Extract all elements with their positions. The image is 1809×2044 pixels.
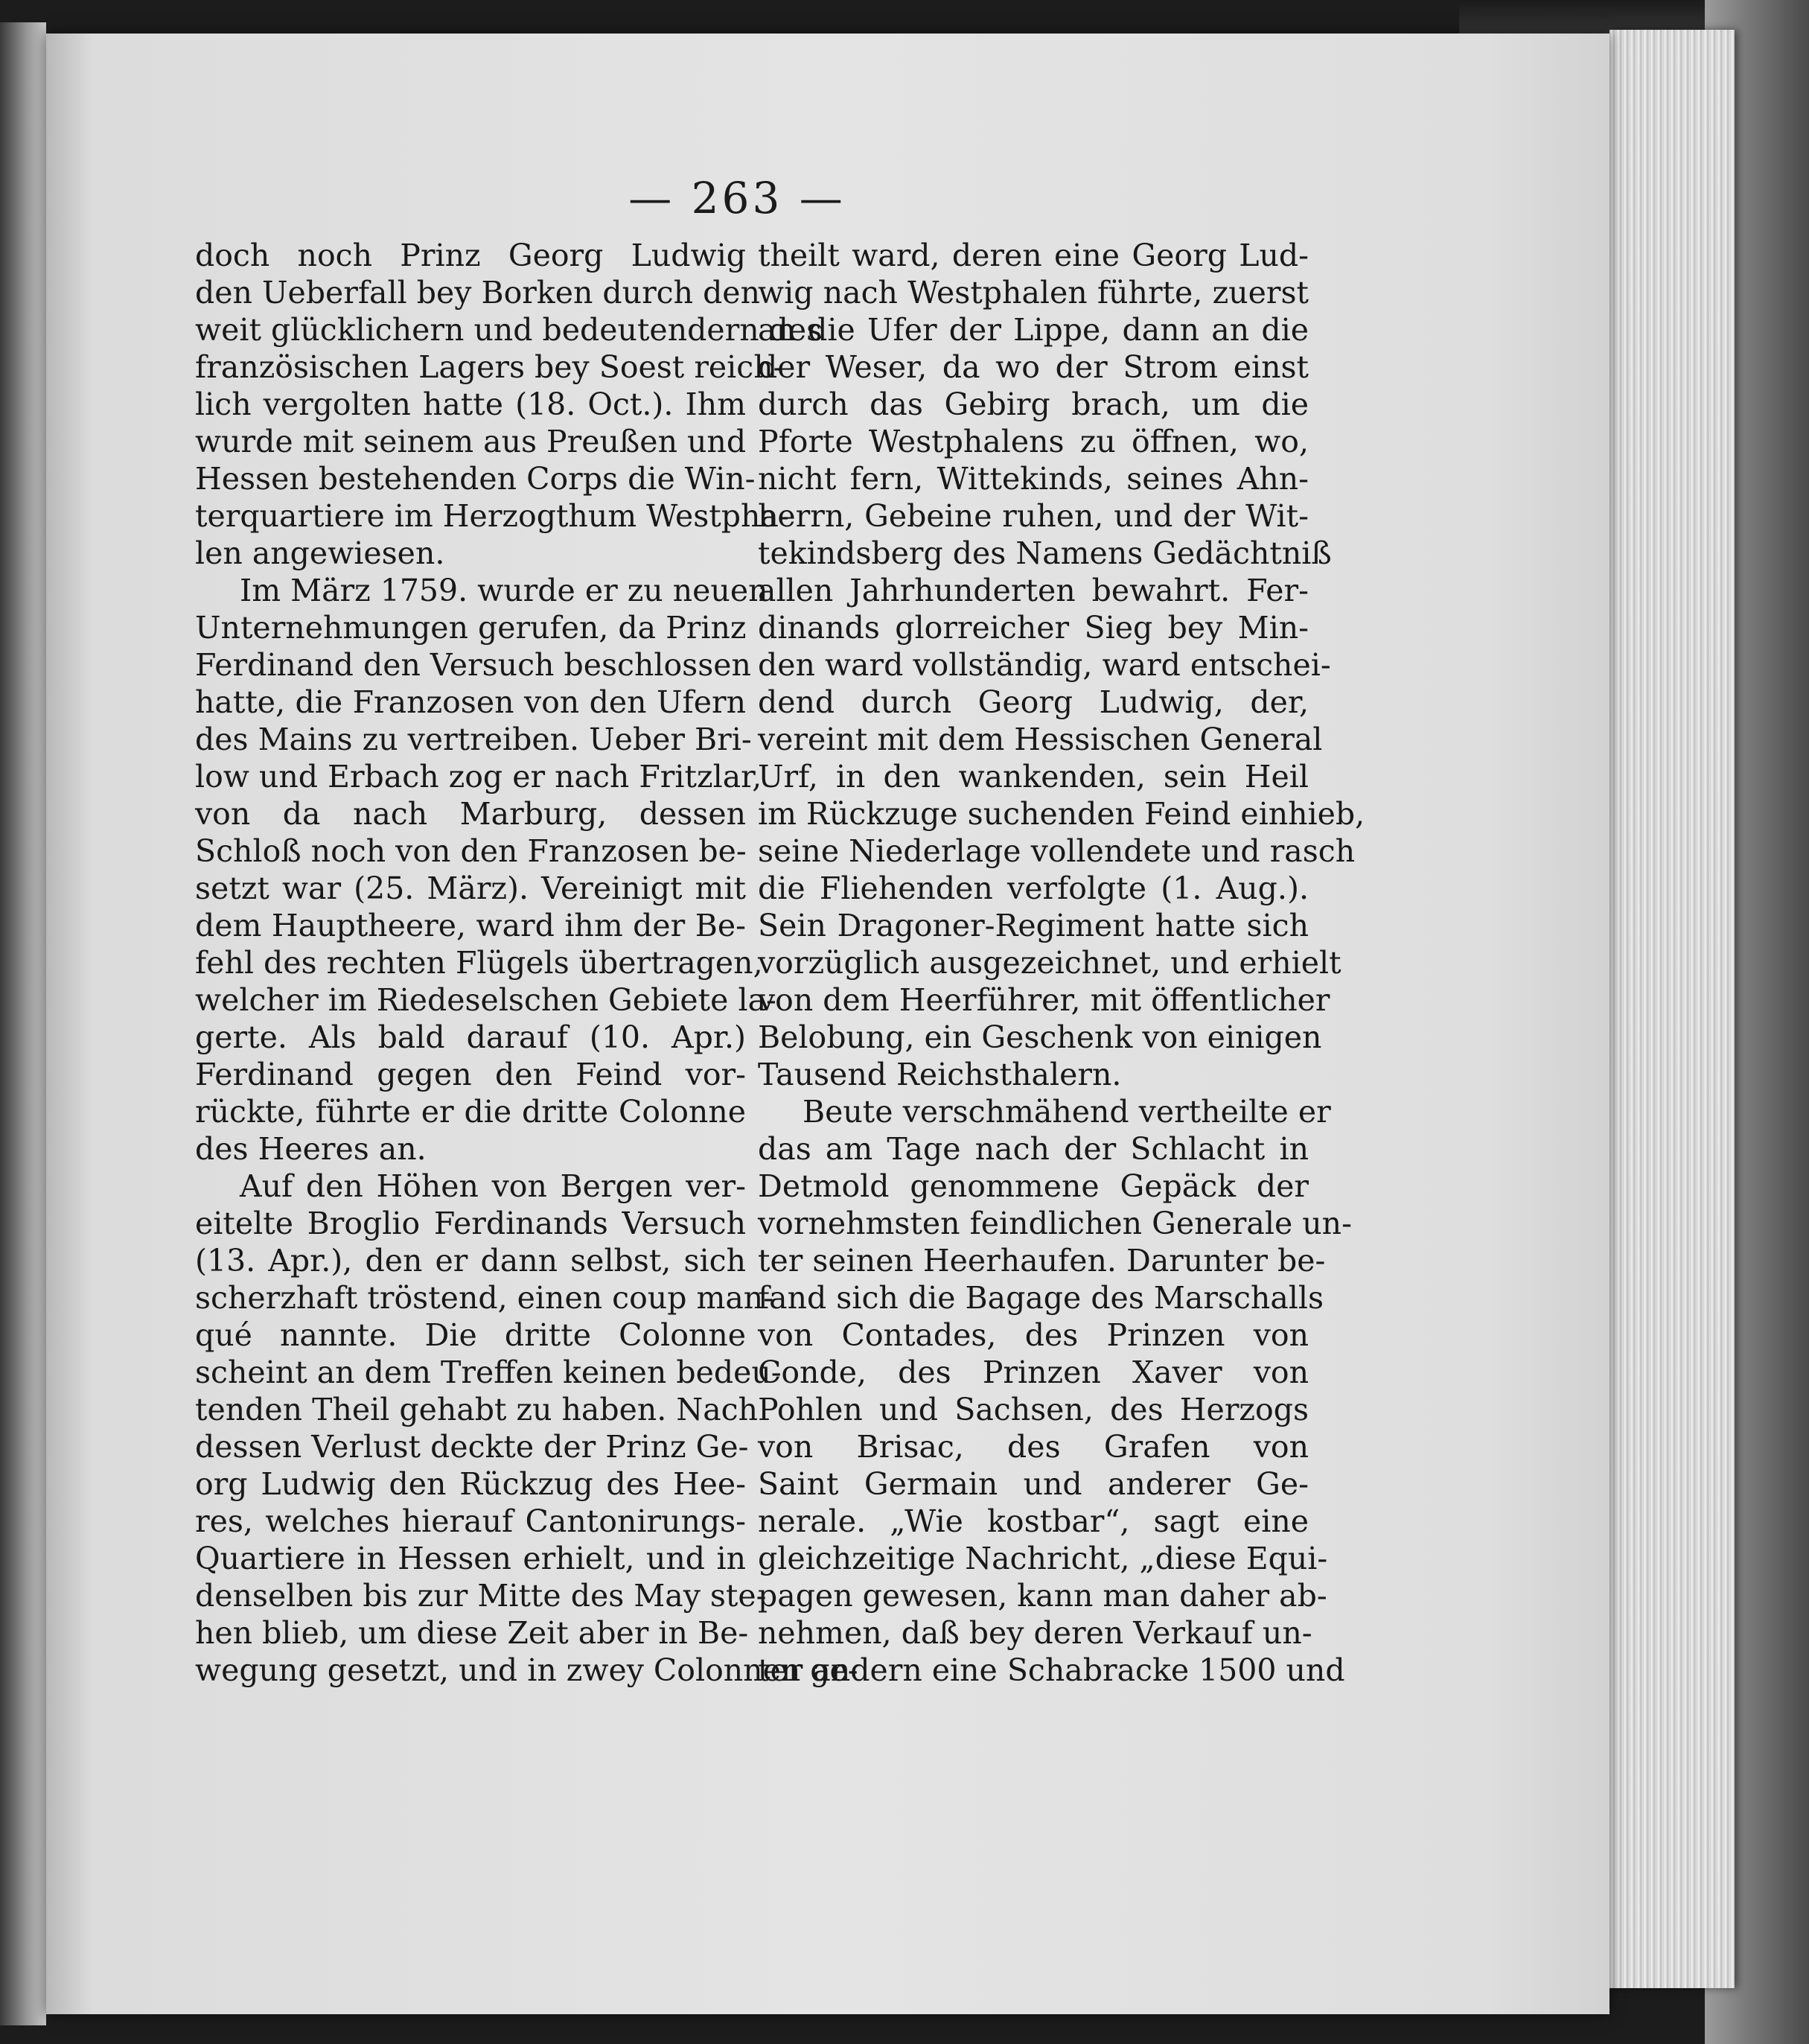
text-line: denselben bis zur Mitte des May ste- — [195, 1578, 767, 1614]
text-line: ter seinen Heerhaufen. Darunter be- — [758, 1243, 1326, 1279]
text-line: wig nach Westphalen führte, zuerst — [758, 275, 1309, 311]
text-line: allen Jahrhunderten bewahrt. Fer- — [758, 573, 1309, 608]
text-line: den Ueberfall bey Borken durch den — [195, 275, 760, 311]
text-line: Ferdinand gegen den Feind vor- — [195, 1057, 746, 1092]
text-line: qué nannte. Die dritte Colonne — [195, 1317, 746, 1353]
text-line: im Rückzuge suchenden Feind einhieb, — [758, 796, 1365, 832]
text-line: von Contades, des Prinzen von — [758, 1317, 1309, 1353]
text-line: wegung gesetzt, und in zwey Colonnen ge- — [195, 1652, 858, 1688]
text-line: lich vergolten hatte (18. Oct.). Ihm — [195, 386, 746, 422]
text-line: weit glücklichern und bedeutendern des — [195, 312, 823, 348]
text-line: Quartiere in Hessen erhielt, und in — [195, 1541, 746, 1576]
text-line: dend durch Georg Ludwig, der, — [758, 684, 1309, 720]
page-edges — [1609, 30, 1735, 1988]
text-line: von da nach Marburg, dessen — [195, 796, 746, 832]
text-line: das am Tage nach der Schlacht in — [758, 1131, 1309, 1167]
text-line: durch das Gebirg brach, um die — [758, 386, 1309, 422]
text-line: der Weser, da wo der Strom einst — [758, 349, 1309, 385]
text-line: nehmen, daß bey deren Verkauf un- — [758, 1615, 1312, 1651]
text-line: terquartiere im Herzogthum Westpha- — [195, 498, 789, 534]
text-line: nerale. „Wie kostbar“, sagt eine — [758, 1503, 1309, 1539]
text-line: Hessen bestehenden Corps die Win- — [195, 461, 756, 497]
text-line: Pohlen und Sachsen, des Herzogs — [758, 1392, 1309, 1427]
text-column-right — [758, 237, 1365, 1689]
text-line: Sein Dragoner-Regiment hatte sich — [758, 908, 1309, 943]
text-line: Belobung, ein Geschenk von einigen — [758, 1019, 1322, 1055]
text-line: theilt ward, deren eine Georg Lud- — [758, 238, 1309, 273]
text-line: herrn, Gebeine ruhen, und der Wit- — [758, 498, 1309, 534]
text-line: fehl des rechten Flügels übertragen, — [195, 945, 763, 981]
text-line: wurde mit seinem aus Preußen und — [195, 424, 747, 459]
text-line: Ferdinand den Versuch beschlossen — [195, 647, 751, 683]
text-line: Schloß noch von den Franzosen be- — [195, 833, 747, 869]
page-number: — 263 — — [628, 173, 846, 223]
text-line: tekindsberg des Namens Gedächtniß — [758, 535, 1332, 571]
text-column-left — [195, 237, 858, 1689]
text-line: nicht fern, Wittekinds, seines Ahn- — [758, 461, 1309, 497]
text-line: hen blieb, um diese Zeit aber in Be- — [195, 1615, 749, 1651]
text-line: Im März 1759. wurde er zu neuen — [240, 573, 768, 608]
text-line: hatte, die Franzosen von den Ufern — [195, 684, 746, 720]
text-line: scheint an dem Treffen keinen bedeu- — [195, 1354, 782, 1390]
text-line: dessen Verlust deckte der Prinz Ge- — [195, 1429, 749, 1465]
text-line: fand sich die Bagage des Marschalls — [758, 1280, 1324, 1316]
text-line: von dem Heerführer, mit öffentlicher — [758, 982, 1330, 1018]
text-line: doch noch Prinz Georg Ludwig — [195, 238, 746, 273]
text-line: rückte, führte er die dritte Colonne — [195, 1094, 746, 1130]
text-line: seine Niederlage vollendete und rasch — [758, 833, 1356, 869]
text-line: setzt war (25. März). Vereinigt mit — [195, 870, 746, 906]
text-line: Auf den Höhen von Bergen ver- — [240, 1168, 746, 1204]
text-line: Unternehmungen gerufen, da Prinz — [195, 610, 747, 646]
facing-page-sliver — [0, 22, 46, 2025]
text-line: des Mains zu vertreiben. Ueber Bri- — [195, 722, 752, 757]
text-line: low und Erbach zog er nach Fritzlar, — [195, 759, 762, 795]
text-line: len angewiesen. — [195, 535, 445, 571]
text-line: des Heeres an. — [195, 1131, 427, 1167]
text-line: gerte. Als bald darauf (10. Apr.) — [195, 1019, 746, 1055]
text-line: von Brisac, des Grafen von — [758, 1429, 1309, 1465]
text-line: res, welches hierauf Cantonirungs- — [195, 1503, 746, 1539]
text-line: Conde, des Prinzen Xaver von — [758, 1354, 1309, 1390]
text-line: an die Ufer der Lippe, dann an die — [758, 312, 1309, 348]
text-line: vorzüglich ausgezeichnet, und erhielt — [758, 945, 1341, 981]
text-line: vereint mit dem Hessischen General — [758, 722, 1323, 757]
text-line: Pforte Westphalens zu öffnen, wo, — [758, 424, 1309, 459]
text-line: dinands glorreicher Sieg bey Min- — [758, 610, 1309, 646]
text-line: Saint Germain und anderer Ge- — [758, 1466, 1309, 1502]
text-line: scherzhaft tröstend, einen coup man- — [195, 1280, 774, 1316]
text-line: französischen Lagers bey Soest reich- — [195, 349, 784, 385]
text-line: (13. Apr.), den er dann selbst, sich — [195, 1243, 746, 1279]
text-line: die Fliehenden verfolgte (1. Aug.). — [758, 870, 1309, 906]
text-line: welcher im Riedeselschen Gebiete la- — [195, 982, 776, 1018]
text-line: eitelte Broglio Ferdinands Versuch — [195, 1206, 746, 1241]
text-line: vornehmsten feindlichen Generale un- — [758, 1206, 1352, 1241]
text-line: org Ludwig den Rückzug des Hee- — [195, 1466, 746, 1502]
text-line: gleichzeitige Nachricht, „diese Equi- — [758, 1541, 1328, 1576]
text-line: Tausend Reichsthalern. — [758, 1057, 1122, 1092]
text-line: Urf, in den wankenden, sein Heil — [758, 759, 1309, 795]
text-line: dem Hauptheere, ward ihm der Be- — [195, 908, 746, 943]
text-line: pagen gewesen, kann man daher ab- — [758, 1578, 1327, 1614]
text-line: den ward vollständig, ward entschei- — [758, 647, 1331, 683]
text-line: Beute verschmähend vertheilte er — [803, 1094, 1331, 1130]
text-line: Detmold genommene Gepäck der — [758, 1168, 1309, 1204]
text-line: ter andern eine Schabracke 1500 und — [758, 1652, 1345, 1688]
text-line: tenden Theil gehabt zu haben. Nach — [195, 1392, 759, 1427]
